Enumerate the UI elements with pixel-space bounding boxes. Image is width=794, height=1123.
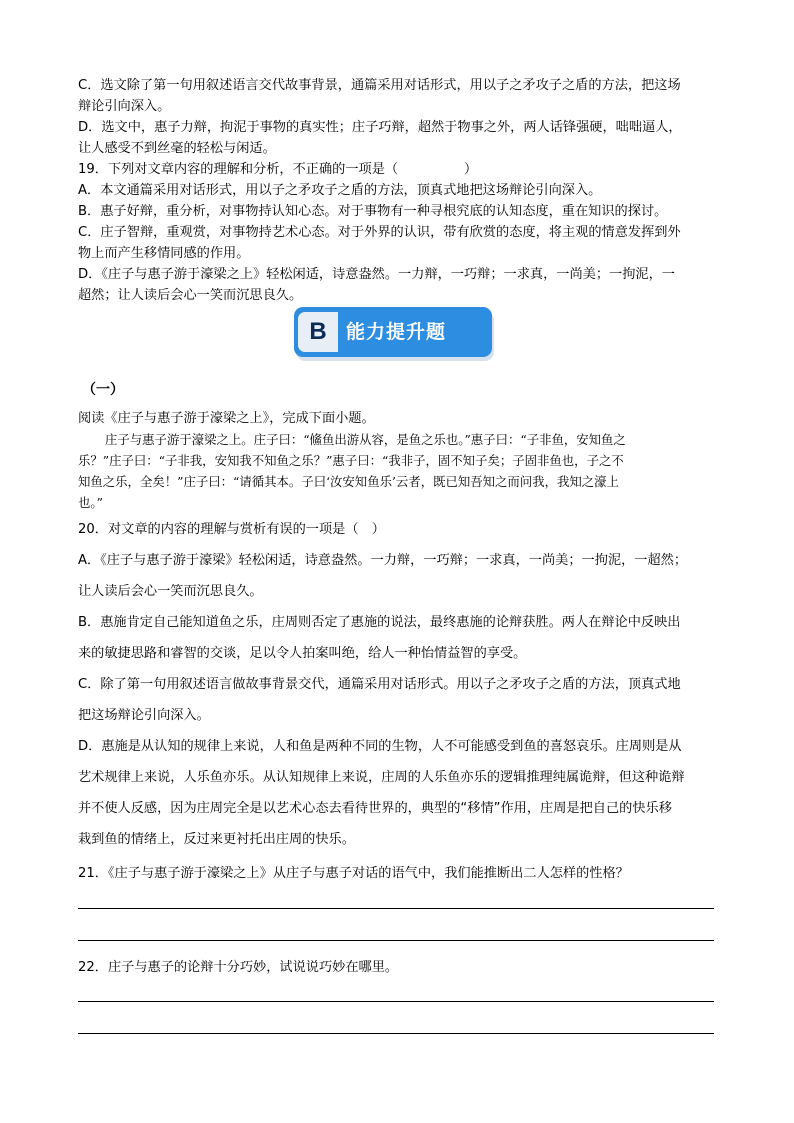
passage-line: 乐？”庄子曰：“子非我，安知我不知鱼之乐？”惠子曰：“我非子，固不知子矣；子固非鱼也，子之不 — [78, 453, 624, 468]
q19-option-d-line1: D．《庄子与惠子游于濠梁之上》轻松闲适，诗意盎然。一力辩，一巧辩；一求真，一尚美；一拘泥，一 — [78, 267, 675, 282]
banner-body — [294, 307, 492, 357]
q20-option-a-line2: 让人读后会心一笑而沉思良久。 — [78, 584, 263, 599]
q18-option-d-line1: D．选文中，惠子力辩，拘泥于事物的真实性；庄子巧辩，超然于物事之外，两人话锋强硬，咄咄逼人， — [78, 120, 682, 135]
banner-letter: B — [309, 318, 327, 345]
q19-option-c-line2: 物上而产生移情同感的作用。 — [78, 246, 250, 261]
q18-option-c-line1: C．选文除了第一句用叙述语言交代故事背景，通篇采用对话形式，用以子之矛攻子之盾的方法，把这场 — [78, 78, 681, 93]
q20-option-d-line2: 艺术规律上来说，人乐鱼亦乐。从认知规律上来说，庄周的人乐鱼亦乐的逻辑推理纯属诡辩，但这种诡辩 — [78, 770, 685, 785]
ability-banner — [294, 307, 496, 365]
banner-letter-box — [298, 312, 338, 352]
q20-option-d-line4: 栽到鱼的情绪上，反过来更衬托出庄周的快乐。 — [78, 832, 355, 847]
q21-answer-line-2[interactable] — [78, 940, 714, 941]
q20-option-c-line1: C．除了第一句用叙述语言做故事背景交代，通篇采用对话形式。用以子之矛攻子之盾的方法，顶真式地 — [78, 677, 681, 692]
q20-option-c-line2: 把这场辩论引向深入。 — [78, 708, 210, 723]
q18-option-d-line2: 让人感受不到丝毫的轻松与闲适。 — [78, 141, 276, 156]
q20-option-b-line1: B．惠施肯定自己能知道鱼之乐，庄周则否定了惠施的说法，最终惠施的论辩获胜。两人在辩论中反映出 — [78, 615, 681, 630]
q22-answer-line-2[interactable] — [78, 1033, 714, 1034]
q19 — [78, 159, 718, 306]
q19-option-c-line1: C．庄子智辩，重观赏，对事物持艺术心态。对于外界的认识，带有欣赏的态度，将主观的情意发挥到外 — [78, 225, 681, 240]
passage-line: 也。” — [78, 495, 103, 510]
q22 — [78, 952, 718, 983]
q20 — [78, 514, 718, 855]
q22-stem: 22．庄子与惠子的论辩十分巧妙，试说说巧妙在哪里。 — [78, 960, 399, 975]
q22-answer-line-1[interactable] — [78, 1001, 714, 1002]
q19-stem: 19．下列对文章内容的理解和分析，不正确的一项是（ ） — [78, 162, 478, 177]
q20-option-d-line1: D．惠施是从认知的规律上来说，人和鱼是两种不同的生物，人不可能感受到鱼的喜怒哀乐。庄周则是从 — [78, 739, 682, 754]
passage-line: 知鱼之乐，全矣！”庄子曰：“请循其本。子曰‘汝安知鱼乐’云者，既已知吾知之而问我，我知之濠上 — [78, 474, 619, 489]
section-heading: （一） — [82, 382, 124, 398]
banner-title: 能力提升题 — [346, 321, 447, 343]
passage-line: 庄子与惠子游于濠梁之上。庄子曰：“鯈鱼出游从容，是鱼之乐也。”惠子曰：“子非鱼，安知鱼之 — [105, 432, 626, 447]
q21-answer-line-1[interactable] — [78, 908, 714, 909]
reading-passage — [78, 408, 718, 513]
q21-stem: 21．《庄子与惠子游于濠梁之上》从庄子与惠子对话的语气中，我们能推断出二人怎样的性格？ — [78, 866, 629, 881]
q21 — [78, 858, 718, 889]
q18-options — [78, 75, 718, 159]
q18-option-c-line2: 辩论引向深入。 — [78, 99, 171, 114]
q19-option-b: B．惠子好辩，重分析，对事物持认知心态。对于事物有一种寻根究底的认知态度，重在知识的探讨。 — [78, 204, 668, 219]
q20-option-b-line2: 来的敏捷思路和睿智的交谈，足以令人拍案叫绝，给人一种怡情益智的享受。 — [78, 646, 527, 661]
q20-stem: 20．对文章的内容的理解与赏析有误的一项是（ ） — [78, 522, 385, 537]
q20-option-d-line3: 并不使人反感，因为庄周完全是以艺术心态去看待世界的，典型的“移情”作用，庄周是把自己的快乐移 — [78, 801, 672, 816]
q19-option-d-line2: 超然；让人读后会心一笑而沉思良久。 — [78, 288, 303, 303]
reading-instruction: 阅读《庄子与惠子游于濠梁之上》，完成下面小题。 — [78, 411, 375, 426]
q19-option-a: A．本文通篇采用对话形式，用以子之矛攻子之盾的方法，顶真式地把这场辩论引向深入。 — [78, 183, 602, 198]
q20-option-a-line1: A．《庄子与惠子游于濠梁》轻松闲适，诗意盎然。一力辩，一巧辩；一求真，一尚美；一拘泥，一超然； — [78, 553, 688, 568]
